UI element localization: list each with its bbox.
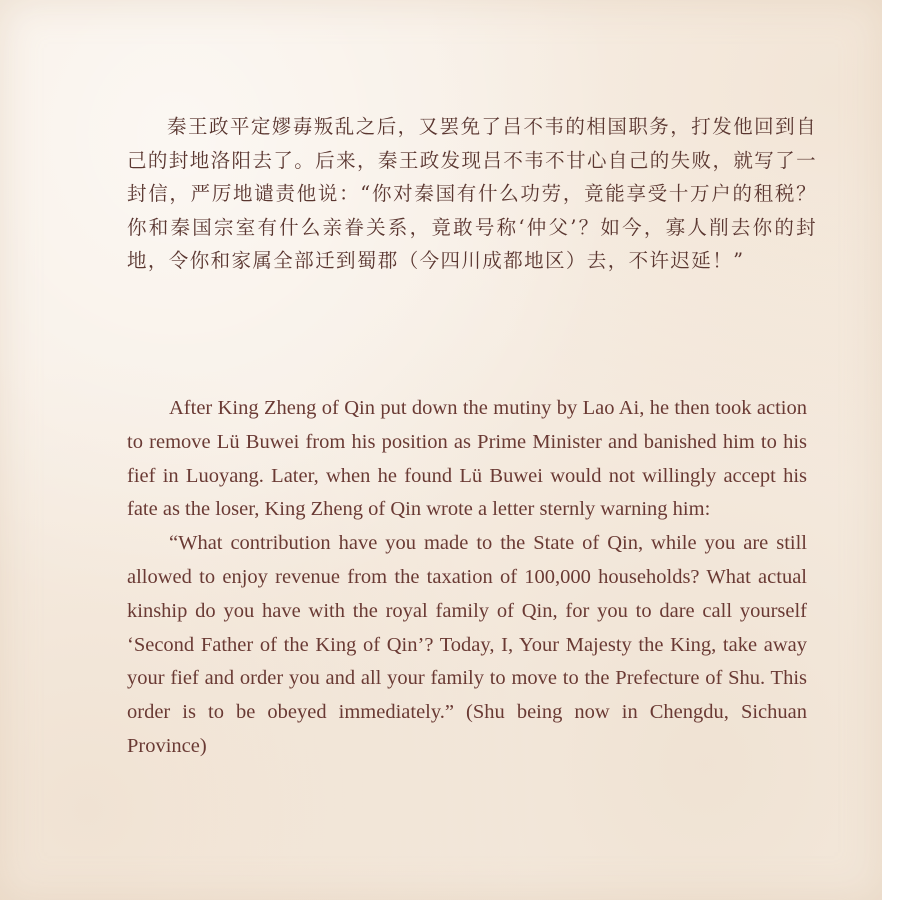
english-paragraph-narrative: After King Zheng of Qin put down the mutiny by Lao Ai, he then took action to remove Lü Buwei from his position as Prime Minister and banished him to his fief in Luoyang. Later, when he found Lü Buwei would not willingly accept his fate as the loser, King Zheng of Qin wrote a letter sternly warning him: — [127, 397, 807, 521]
chinese-paragraph: 秦王政平定嫪毐叛乱之后，又罢免了吕不韦的相国职务，打发他回到自己的封地洛阳去了。后来，秦王政发现吕不韦不甘心自己的失败，就写了一封信，严厉地谴责他说：“你对秦国有什么功劳，竟能享受十万户的租税？你和秦国宗室有什么亲眷关系，竟敢号称‘仲父’？如今，寡人削去你的封地，令你和家属全部迁到蜀郡（今四川成都地区）去，不许迟延！” — [127, 115, 817, 273]
english-paragraph-letter-quote: “What contribution have you made to the State of Qin, while you are still allowed to enjoy revenue from the taxation of 100,000 households? What actual kinship do you have with the royal family of Qin, for you to dare call yourself ‘Second Father of the King of Qin’? Today, I, Your Majesty the King, take away your fief and order you and all your family to move to the Prefecture of Shu. This order is to be obeyed immediately.” (Shu being now in Chengdu, Sichuan Province) — [127, 532, 807, 757]
english-text-block — [127, 392, 807, 764]
